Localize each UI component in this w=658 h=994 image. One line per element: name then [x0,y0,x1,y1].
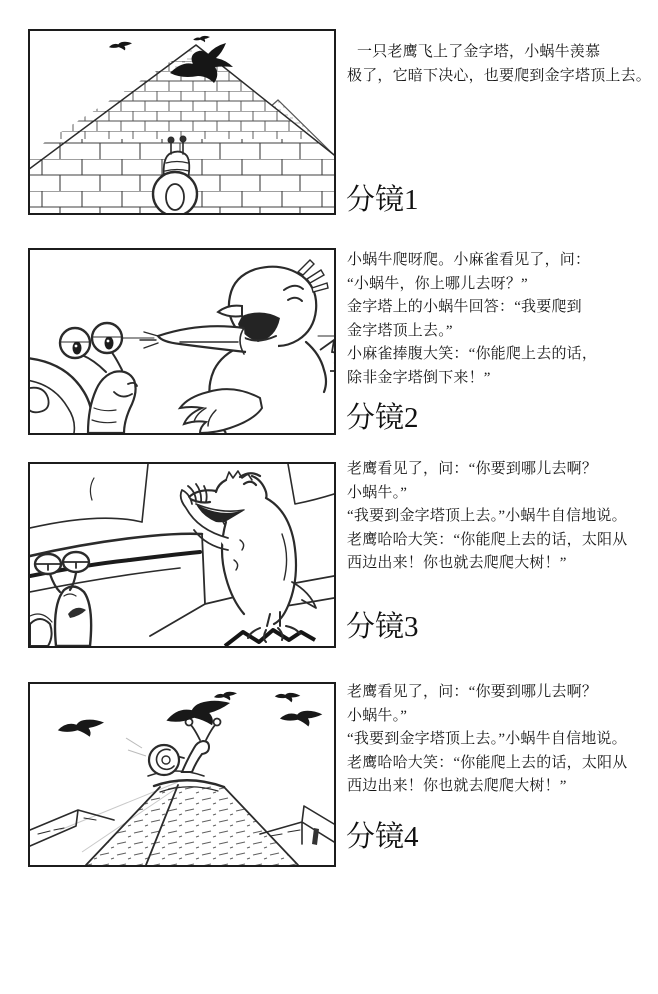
caption-line: 金字塔顶上去。” [347,322,453,339]
pyramid-top-icon [30,780,334,865]
shot-label-3: 分镜3 [346,611,419,643]
snail-icon [126,719,221,777]
caption-line: “我要到金字塔顶上去。”小蜗牛自信地说。 [347,731,627,747]
caption-line: 老鹰看见了，问：“你要到哪儿去啊？ [347,461,598,477]
caption-line: 老鹰看见了，问：“你要到哪儿去啊？ [347,684,598,700]
panel-2-art [30,250,334,433]
caption-line: 小蜗牛。” [347,707,408,724]
panel-4-caption [347,681,651,799]
caption-line: 西边出来！你也就去爬爬大树！” [347,555,567,571]
sparrow-icon [140,260,334,433]
birds-flock-icon [58,691,323,737]
snail-icon [30,323,137,433]
caption-line: 一只老鹰飞上了金字塔，小蜗牛羡慕 [357,44,601,60]
panel-1-art [30,31,334,213]
shot-label-1: 分镜1 [346,184,419,216]
caption-line: “我要到金字塔顶上去。”小蜗牛自信地说。 [347,508,627,524]
panel-1-frame [28,29,336,215]
eagle-icon [181,471,316,642]
shot-label-4: 分镜4 [346,821,419,853]
small-bird-icon [109,42,132,51]
panel-3-frame [28,462,336,648]
caption-line: 西边出来！你也就去爬爬大树！” [347,778,567,794]
caption-line: “小蜗牛，你上哪儿去呀？” [347,275,528,292]
caption-line: 除非金字塔倒下来！” [347,369,491,386]
panel-2-caption [347,249,651,390]
panel-4-art [30,684,334,865]
panel-3-caption [347,458,651,576]
panel-1-caption [347,41,651,88]
caption-line: 小蜗牛爬呀爬。小麻雀看见了，问： [347,252,591,268]
shot-label-2: 分镜2 [346,402,419,434]
caption-line: 极了，它暗下决心，也要爬到金字塔顶上去。 [347,67,652,84]
caption-line: 金字塔上的小蜗牛回答：“我要爬到 [347,299,582,315]
caption-line: 老鹰哈哈大笑：“你能爬上去的话，太阳从 [347,754,628,771]
caption-line: 老鹰哈哈大笑：“你能爬上去的话，太阳从 [347,531,628,548]
snail-icon [30,552,91,646]
caption-line: 小蜗牛。” [347,484,408,501]
panel-3-art [30,464,334,646]
caption-line: 小麻雀捧腹大笑：“你能爬上去的话， [347,346,598,362]
panel-4-frame [28,682,336,867]
panel-2-frame [28,248,336,435]
tiny-bird-icon [193,36,210,42]
